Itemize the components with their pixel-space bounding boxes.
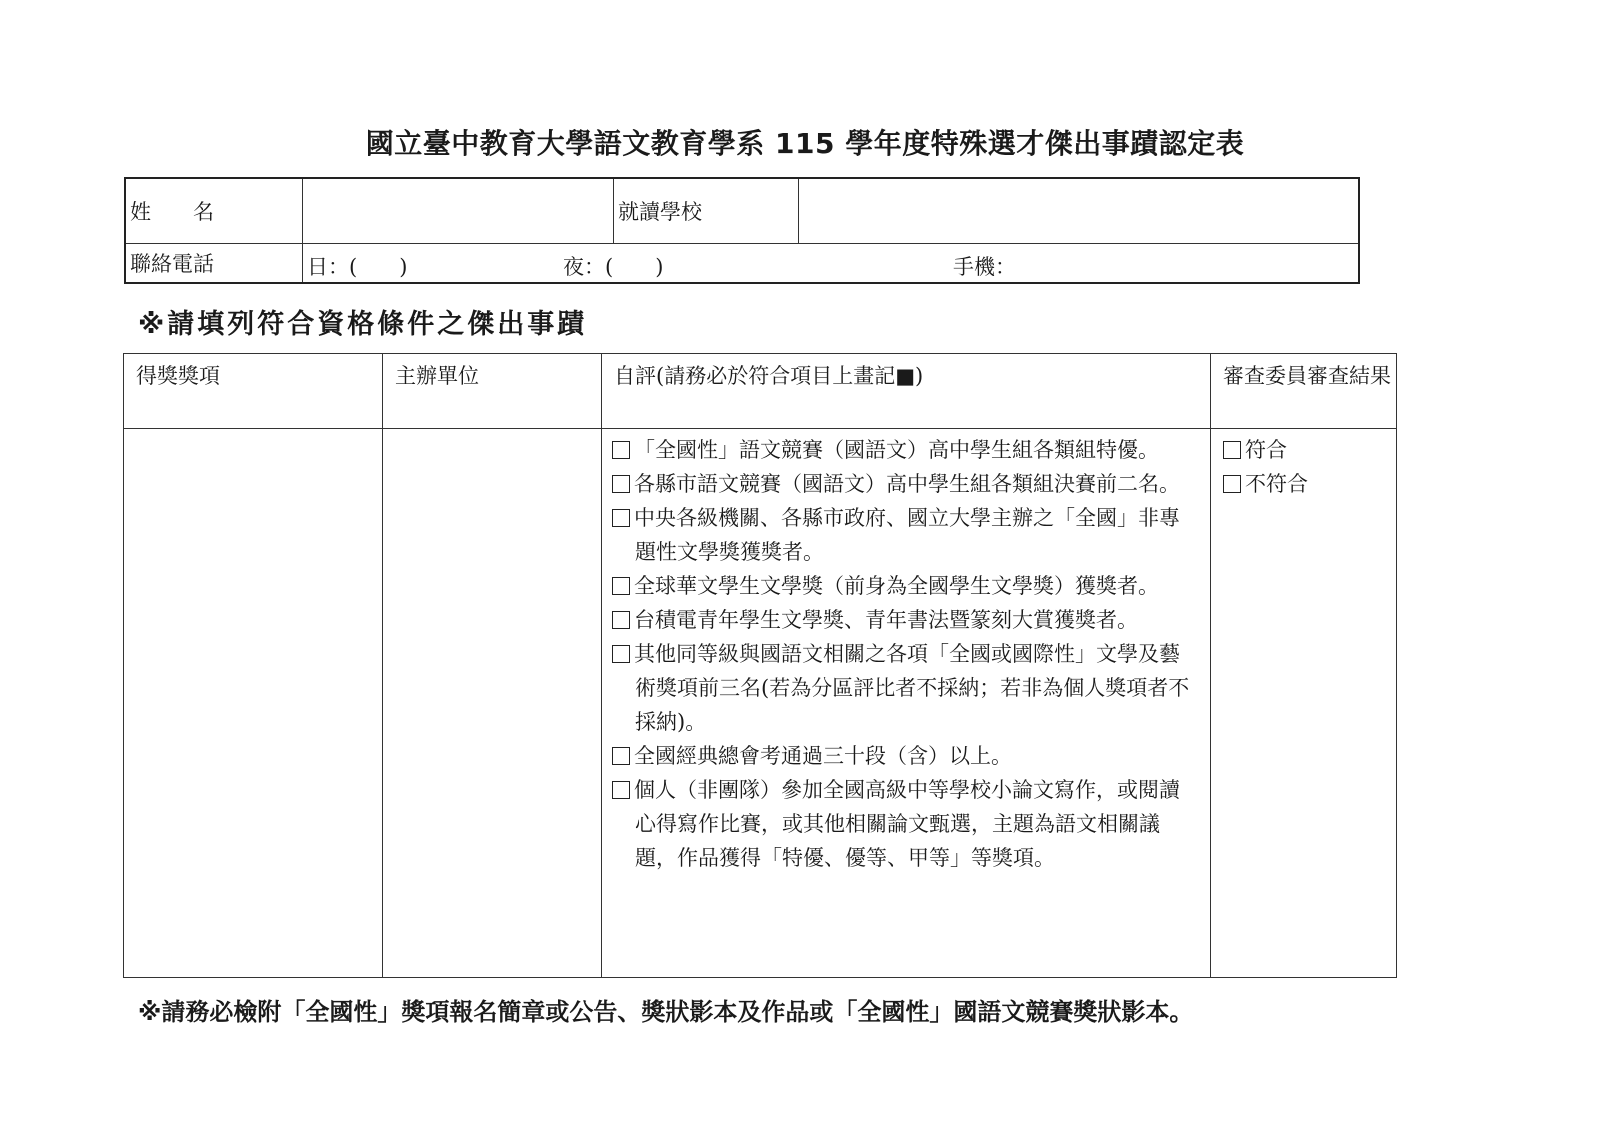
mobile-phone-label: 手機： xyxy=(953,255,1016,279)
col-organizer-header: 主辦單位 xyxy=(383,354,602,429)
col-self-eval-header: 自評(請務必於符合項目上畫記■) xyxy=(602,354,1211,429)
criteria-item: 各縣市語文競賽（國語文）高中學生組各類組決賽前二名。 xyxy=(612,467,1200,501)
applicant-info-table xyxy=(124,177,1360,284)
criteria-item: 其他同等級與國語文相關之各項「全國或國際性」文學及藝術獎項前三名(若為分區評比者不採納；若非為個人獎項者不採納)。 xyxy=(612,637,1200,739)
criteria-item: 「全國性」語文競賽（國語文）高中學生組各類組特優。 xyxy=(612,433,1200,467)
col-award-header: 得獎獎項 xyxy=(124,354,383,429)
organizer-field[interactable] xyxy=(383,429,602,978)
criteria-item: 個人（非團隊）參加全國高級中等學校小論文寫作，或閱讀心得寫作比賽，或其他相關論文甄選，主題為語文相關議題，作品獲得「特優、優等、甲等」等獎項。 xyxy=(612,773,1200,875)
name-field[interactable] xyxy=(303,178,614,244)
night-phone-label: 夜：( ) xyxy=(563,255,664,279)
criteria-item: 全球華文學生文學獎（前身為全國學生文學獎）獲獎者。 xyxy=(612,569,1200,603)
checkbox[interactable] xyxy=(1223,441,1241,459)
phone-field[interactable] xyxy=(303,244,1360,284)
criteria-item: 台積電青年學生文學獎、青年書法暨篆刻大賞獲獎者。 xyxy=(612,603,1200,637)
review-result xyxy=(1211,429,1397,978)
checkbox[interactable] xyxy=(612,475,630,493)
review-option-pass: 符合 xyxy=(1223,433,1396,467)
school-label: 就讀學校 xyxy=(614,178,799,244)
achievement-table xyxy=(123,353,1397,978)
checkbox[interactable] xyxy=(1223,475,1241,493)
checkbox[interactable] xyxy=(612,509,630,527)
name-label: 姓 名 xyxy=(125,178,303,244)
day-phone-label: 日：( ) xyxy=(307,255,408,279)
criteria-item: 中央各級機關、各縣市政府、國立大學主辦之「全國」非專題性文學獎獲獎者。 xyxy=(612,501,1200,569)
award-field[interactable] xyxy=(124,429,383,978)
form-title: 國立臺中教育大學語文教育學系 115 學年度特殊選才傑出事蹟認定表 xyxy=(365,127,1245,160)
self-eval-list xyxy=(602,429,1211,978)
footnote: ※請務必檢附「全國性」獎項報名簡章或公告、獎狀影本及作品或「全國性」國語文競賽獎狀影本。 xyxy=(138,998,1194,1026)
criteria-item: 全國經典總會考通過三十段（含）以上。 xyxy=(612,739,1200,773)
checkbox[interactable] xyxy=(612,577,630,595)
checkbox[interactable] xyxy=(612,611,630,629)
phone-label: 聯絡電話 xyxy=(125,244,303,284)
col-review-header: 審查委員審查結果 xyxy=(1211,354,1397,429)
review-option-fail: 不符合 xyxy=(1223,467,1396,501)
school-field[interactable] xyxy=(799,178,1360,244)
checkbox[interactable] xyxy=(612,747,630,765)
checkbox[interactable] xyxy=(612,645,630,663)
section-title: ※請填列符合資格條件之傑出事蹟 xyxy=(138,309,588,340)
checkbox[interactable] xyxy=(612,781,630,799)
checkbox[interactable] xyxy=(612,441,630,459)
